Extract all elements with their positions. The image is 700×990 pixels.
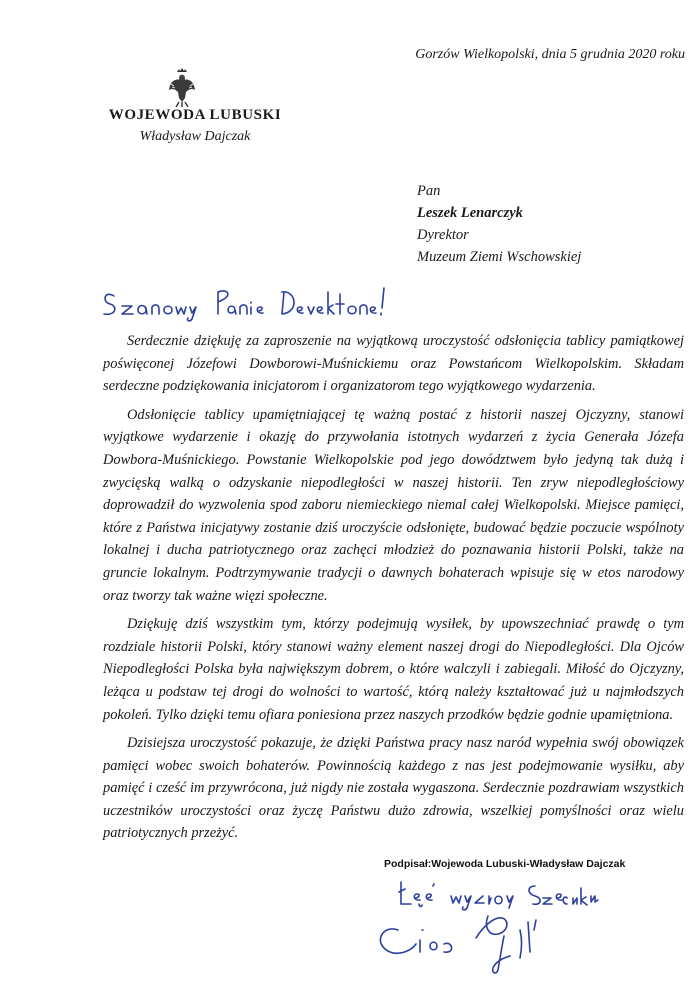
- letter-paragraph: Odsłonięcie tablicy upamiętniającej tę ważną postać z historii naszej Ojczyzny, stanowi wyjątkowe wydarzenie i okazję do przywołania istotnych wydarzeń z życia Generała Józefa Dowbora-Muśnickiego. Powstanie Wielkopolskie pod jego dowództwem było jedyną tak dużą i zwycięską walką o odzyskanie niepodległości w naszej historii. Ten zryw niepodległościowy doprowadził do wyzwolenia spod zaboru niemieckiego niemal całej Wielkopolski. Miejsce pamięci, które z Państwa inicjatywy zostanie dziś uroczyście odsłonięte, budować będzie poczucie wspólnoty lokalnej i ducha patriotycznego oraz zachęci młodzież do poznawania historii Polski, także na gruncie lokalnym. Podtrzymywanie tradycji o dawnych bohaterach wpisuje się w etos narodowy oraz tworzy tak ważne więzi społeczne.: [103, 406, 684, 604]
- eagle-emblem-icon: [168, 68, 196, 108]
- recipient-salutation: Pan: [417, 183, 441, 199]
- office-title: WOJEWODA LUBUSKI: [108, 107, 282, 123]
- office-holder-name: Władysław Dajczak: [139, 129, 251, 144]
- letter-paragraph: Serdecznie dziękuję za zaproszenie na wyjątkową uroczystość odsłonięcia tablicy pamiątkowej poświęconej Józefowi Dowborowi-Muśnickiemu oraz Powstańcom Wielkopolskim. Składam serdeczne podziękowania inicjatorom i organizatorom tego wyjątkowego wydarzenia.: [103, 333, 684, 395]
- letter-body: [103, 330, 684, 851]
- place-date: Gorzów Wielkopolski, dnia 5 grudnia 2020 roku: [415, 47, 685, 62]
- handwritten-signature: [370, 908, 590, 978]
- recipient-institution: Muzeum Ziemi Wschowskiej: [417, 249, 582, 265]
- recipient-name: Leszek Lenarczyk: [417, 205, 523, 221]
- letter-paragraph: Dzisiejsza uroczystość pokazuje, że dzięki Państwa pracy nasz naród wypełnia swój obowiązek pamięci wobec swoich bohaterów. Powinnością każdego z nas jest podejmowanie wysiłku, aby pamięć i cześć im przywrócona, już nigdy nie została wygaszona. Serdecznie pozdrawiam wszystkich uczestników uroczystości oraz życzę Państwu dużo zdrowia, wszelkiej pomyślności oraz wielu patriotycznych przeżyć.: [103, 735, 684, 842]
- handwritten-greeting: [100, 282, 390, 324]
- recipient-position: Dyrektor: [417, 227, 469, 243]
- signature-stamp: Podpisał:Wojewoda Lubuski-Władysław Dajczak: [384, 858, 626, 870]
- letter-paragraph: Dziękuję dziś wszystkim tym, którzy podejmują wysiłek, by upowszechniać prawdę o tym rozdziale historii Polski, który stanowi ważny element naszej drogi do Niepodległości. Dla Ojców Niepodległości Polska była największym dobrem, o które walczyli i zabiegali. Miłość do Ojczyzny, leżąca u podstaw tej drogi do wolności to wartość, którą należy kształtować już u najmłodszych pokoleń. Tylko dzięki temu ofiara poniesiona przez naszych przodków będzie godnie upamiętniona.: [103, 616, 684, 723]
